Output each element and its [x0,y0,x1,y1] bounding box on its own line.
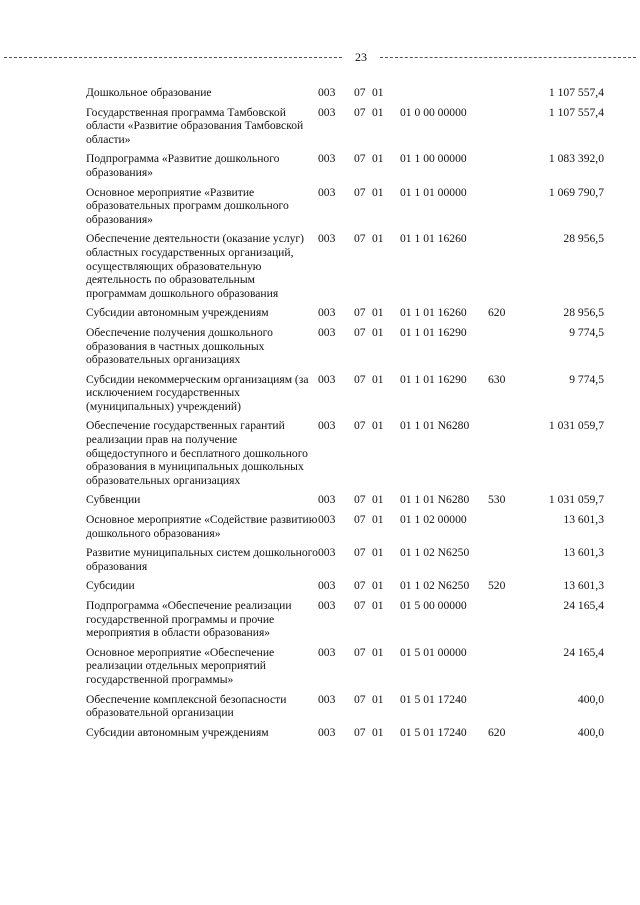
ministry-code: 003 [318,493,336,507]
section-code: 07 [354,579,366,593]
amount: 9 774,5 [569,325,604,339]
table-row [86,373,604,420]
subsection-code: 01 [372,725,384,739]
amount: 1 031 059,7 [548,493,604,507]
budget-table-body [86,86,604,745]
ministry-code: 003 [318,599,336,612]
table-row [86,726,604,746]
table-row [86,106,604,153]
item-name: Подпрограмма «Обеспечение реализации государственной программы и прочие мероприятия в области образования» [86,599,292,640]
table-row [86,493,604,513]
program-code: 01 1 01 16290 [400,325,467,339]
section-code: 07 [354,513,366,527]
program-code: 01 1 01 N6280 [400,493,470,507]
subsection-code: 01 [372,306,384,320]
subsection-code: 01 [372,645,384,659]
ministry-code: 003 [318,692,336,706]
table-row [86,86,604,106]
program-code: 01 1 01 16260 [400,232,467,246]
ministry-code: 003 [318,645,336,659]
amount: 1 069 790,7 [548,185,604,199]
table-row [86,419,604,493]
ministry-code: 003 [318,546,336,560]
subsection-code: 01 [372,579,384,593]
amount: 24 165,4 [563,599,604,612]
program-code: 01 5 00 00000 [400,599,467,612]
ministry-code: 003 [318,579,336,593]
expense-type-code [488,232,518,306]
amount: 9 774,5 [569,372,604,386]
expense-type-code [488,513,518,546]
expense-type-code [488,599,518,646]
program-code: 01 1 02 N6250 [400,546,470,560]
ministry-code: 003 [318,513,336,527]
subsection-code: 01 [372,493,384,507]
amount: 1 107 557,4 [548,105,604,119]
expense-type-code: 630 [488,372,506,386]
ministry-code: 003 [318,419,336,433]
amount: 13 601,3 [563,513,604,527]
ministry-code: 003 [318,152,336,166]
section-code: 07 [354,546,366,560]
item-name: Субсидии автономным учреждениям [86,306,269,320]
expense-type-code [488,106,518,153]
program-code: 01 1 02 N6250 [400,579,470,593]
amount: 400,0 [577,725,604,739]
table-row [86,326,604,373]
subsection-code: 01 [372,546,384,560]
item-name: Субсидии [86,579,135,593]
ministry-code: 003 [318,325,336,339]
item-name: Развитие муниципальных систем дошкольного образования [86,546,318,573]
ministry-code: 003 [318,86,336,99]
program-code: 01 5 01 00000 [400,645,467,659]
program-code: 01 1 01 00000 [400,185,467,199]
section-code: 07 [354,86,366,99]
ministry-code: 003 [318,372,336,386]
program-code: 01 0 00 00000 [400,105,467,119]
subsection-code: 01 [372,86,384,99]
item-name: Обеспечение получения дошкольного образования в частных дошкольных образовательных организациях [86,325,273,367]
ministry-code: 003 [318,105,336,119]
expense-type-code [488,693,518,726]
subsection-code: 01 [372,419,384,433]
header-divider-right [380,57,636,58]
subsection-code: 01 [372,599,384,612]
amount: 24 165,4 [563,645,604,659]
amount: 400,0 [577,692,604,706]
expense-type-code [488,419,518,493]
item-name: Субсидии некоммерческим организациям (за исключением государственных (муниципальных) учреждений) [86,372,309,413]
ministry-code: 003 [318,232,336,246]
expense-type-code: 530 [488,493,506,507]
section-code: 07 [354,152,366,166]
program-code: 01 1 02 00000 [400,513,467,527]
item-name: Субсидии автономным учреждениям [86,725,269,739]
table-row [86,152,604,185]
section-code: 07 [354,232,366,246]
program-code: 01 1 01 N6280 [400,419,470,433]
subsection-code: 01 [372,232,384,246]
amount: 1 083 392,0 [548,152,604,166]
expense-type-code [488,186,518,233]
expense-type-code: 620 [488,725,506,739]
amount: 1 031 059,7 [548,419,604,433]
table-row [86,513,604,546]
subsection-code: 01 [372,325,384,339]
header-divider-left [4,57,342,58]
section-code: 07 [354,493,366,507]
program-code: 01 1 00 00000 [400,152,467,166]
subsection-code: 01 [372,692,384,706]
section-code: 07 [354,185,366,199]
section-code: 07 [354,306,366,320]
table-row [86,546,604,579]
page-number: 23 [355,50,367,64]
program-code: 01 5 01 17240 [400,725,467,739]
table-row [86,599,604,646]
item-name: Дошкольное образование [86,86,212,99]
program-code: 01 1 01 16290 [400,372,467,386]
program-code [400,86,488,106]
amount: 28 956,5 [563,232,604,246]
program-code: 01 1 01 16260 [400,306,467,320]
expense-type-code [488,646,518,693]
table-row [86,646,604,693]
item-name: Обеспечение комплексной безопасности образовательной организации [86,692,287,720]
item-name: Основное мероприятие «Содействие развитию дошкольного образования» [86,513,318,540]
expense-type-code [488,326,518,373]
section-code: 07 [354,692,366,706]
item-name: Обеспечение государственных гарантий реализации прав на получение общедоступного и бесплатного дошкольного образования в муниципальных дошкольных образовательных организациях [86,419,308,487]
section-code: 07 [354,599,366,612]
amount: 28 956,5 [563,306,604,320]
subsection-code: 01 [372,152,384,166]
subsection-code: 01 [372,105,384,119]
item-name: Основное мероприятие «Обеспечение реализации отдельных мероприятий государственной программы» [86,645,275,686]
subsection-code: 01 [372,513,384,527]
item-name: Субвенции [86,493,141,507]
table-row [86,693,604,726]
budget-table [86,86,604,745]
expense-type-code [488,86,518,106]
amount: 1 107 557,4 [548,86,604,99]
amount: 13 601,3 [563,546,604,560]
item-name: Обеспечение деятельности (оказание услуг) областных государственных организаций, осуществляющих образовательную деятельность по образовательным программам дошкольного образования [86,232,305,300]
section-code: 07 [354,372,366,386]
program-code: 01 5 01 17240 [400,692,467,706]
item-name: Государственная программа Тамбовской области «Развитие образования Тамбовской области» [86,105,304,146]
ministry-code: 003 [318,725,336,739]
ministry-code: 003 [318,306,336,320]
expense-type-code: 520 [488,579,506,593]
section-code: 07 [354,105,366,119]
page-header [0,50,640,66]
section-code: 07 [354,645,366,659]
amount: 13 601,3 [563,579,604,593]
expense-type-code [488,546,518,579]
expense-type-code [488,152,518,185]
section-code: 07 [354,725,366,739]
table-row [86,306,604,326]
ministry-code: 003 [318,185,336,199]
table-row [86,232,604,306]
table-row [86,186,604,233]
subsection-code: 01 [372,185,384,199]
section-code: 07 [354,325,366,339]
item-name: Подпрограмма «Развитие дошкольного образования» [86,152,280,179]
subsection-code: 01 [372,372,384,386]
table-row [86,579,604,599]
expense-type-code: 620 [488,306,506,320]
section-code: 07 [354,419,366,433]
item-name: Основное мероприятие «Развитие образовательных программ дошкольного образования» [86,185,289,226]
